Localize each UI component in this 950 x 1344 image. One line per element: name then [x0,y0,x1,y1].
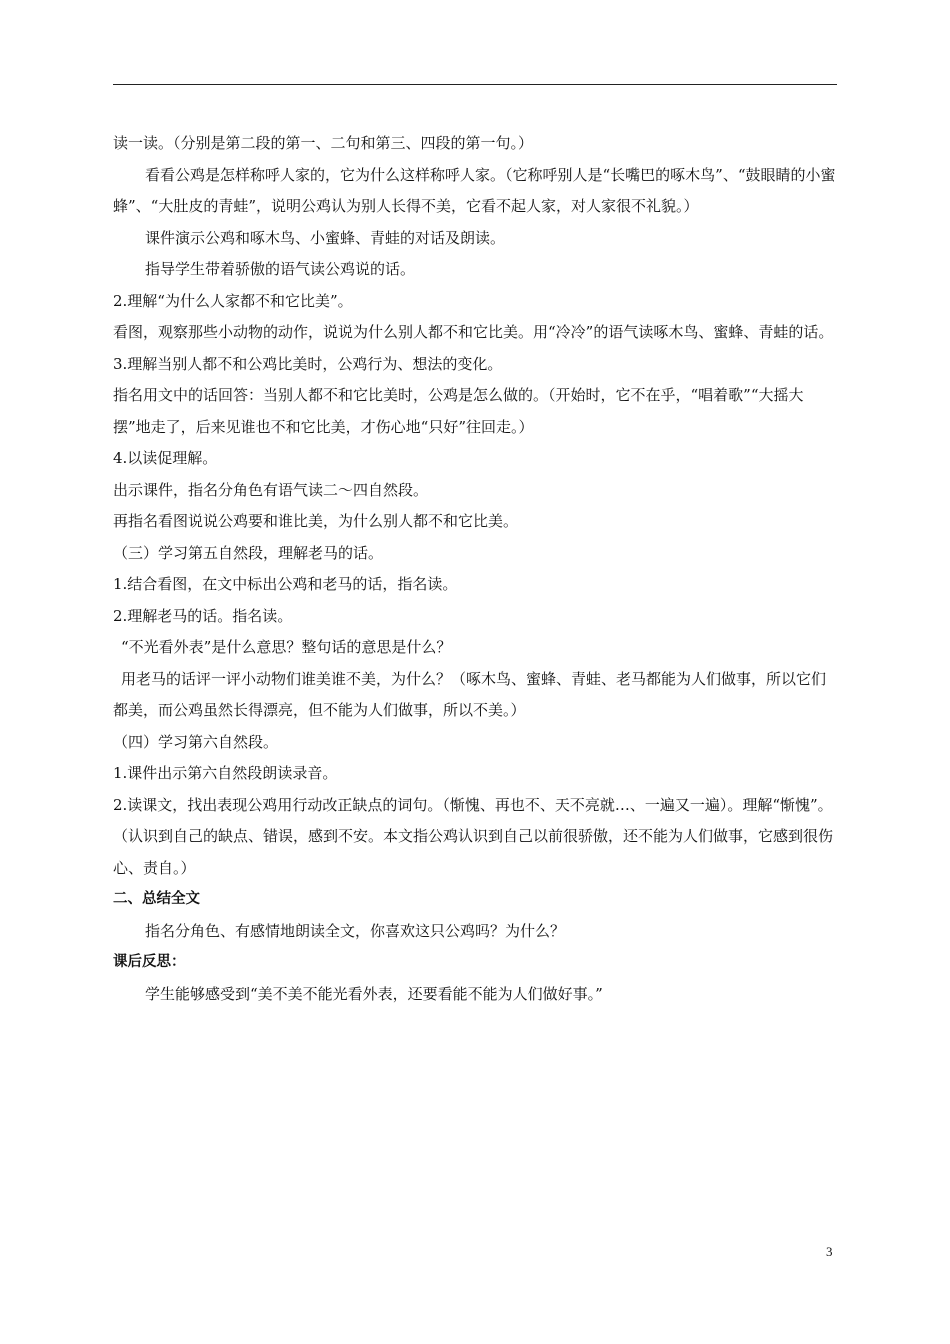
paragraph: “不光看外表”是什么意思？整句话的意思是什么？ [121,638,452,656]
paragraph: 看看公鸡是怎样称呼人家的，它为什么这样称呼人家。（它称呼别人是“长嘴巴的啄木鸟”、“鼓眼睛的小蜜蜂”、“大肚皮的青蛙”，说明公鸡认为别人长得不美，它看不起人家，对人家很不礼貌。） [113,165,836,215]
paragraph: 学生能够感受到“美不美不能光看外表，还要看能不能为人们做好事。” [145,984,603,1003]
section-heading: 课后反思： [113,954,186,970]
header-rule [113,84,837,85]
paragraph: 2.理解老马的话。指名读。 [113,606,293,625]
paragraph: 课件演示公鸡和啄木鸟、小蜜蜂、青蛙的对话及朗读。 [145,228,506,247]
paragraph: 出示课件，指名分角色有语气读二～四自然段。 [113,480,429,499]
paragraph: 用老马的话评一评小动物们谁美谁不美，为什么？（啄木鸟、蜜蜂、青蛙、老马都能为人们做事，所以它们都美，而公鸡虽然长得漂亮，但不能为人们做事，所以不美。） [113,669,827,719]
paragraph: 指名分角色、有感情地朗读全文，你喜欢这只公鸡吗？为什么？ [145,921,566,940]
paragraph: 2.理解“为什么人家都不和它比美”。 [113,291,353,310]
page-number: 3 [826,1244,833,1259]
document-body [113,128,837,1010]
paragraph: 1.结合看图，在文中标出公鸡和老马的话，指名读。 [113,575,458,593]
paragraph: 指导学生带着骄傲的语气读公鸡说的话。 [145,260,416,278]
paragraph: 指名用文中的话回答：当别人都不和它比美时，公鸡是怎么做的。（开始时，它不在乎，“唱着歌”“大摇大摆”地走了，后来见谁也不和它比美，才伤心地“只好”往回走。） [113,386,804,436]
paragraph: （三）学习第五自然段，理解老马的话。 [113,543,384,562]
paragraph: 再指名看图说说公鸡要和谁比美，为什么别人都不和它比美。 [113,512,519,530]
paragraph: 1.课件出示第六自然段朗读录音。 [113,764,338,782]
paragraph: 2.读课文，找出表现公鸡用行动改正缺点的词句。（惭愧、再也不、天不亮就…、一遍又一遍）。理解“惭愧”。（认识到自己的缺点、错误，感到不安。本文指公鸡认识到自己以前很骄傲，还不能为人们做事，它感到很伤心、责自。） [113,795,834,877]
paragraph: 看图，观察那些小动物的动作，说说为什么别人都不和它比美。用“冷冷”的语气读啄木鸟、蜜蜂、青蛙的话。 [113,323,834,341]
paragraph: 4.以读促理解。 [113,449,218,467]
paragraph: （四）学习第六自然段。 [113,732,279,751]
paragraph: 3.理解当别人都不和公鸡比美时，公鸡行为、想法的变化。 [113,354,503,373]
paragraph: 读一读。（分别是第二段的第一、二句和第三、四段的第一句。） [113,134,534,152]
section-heading: 二、总结全文 [113,891,200,907]
